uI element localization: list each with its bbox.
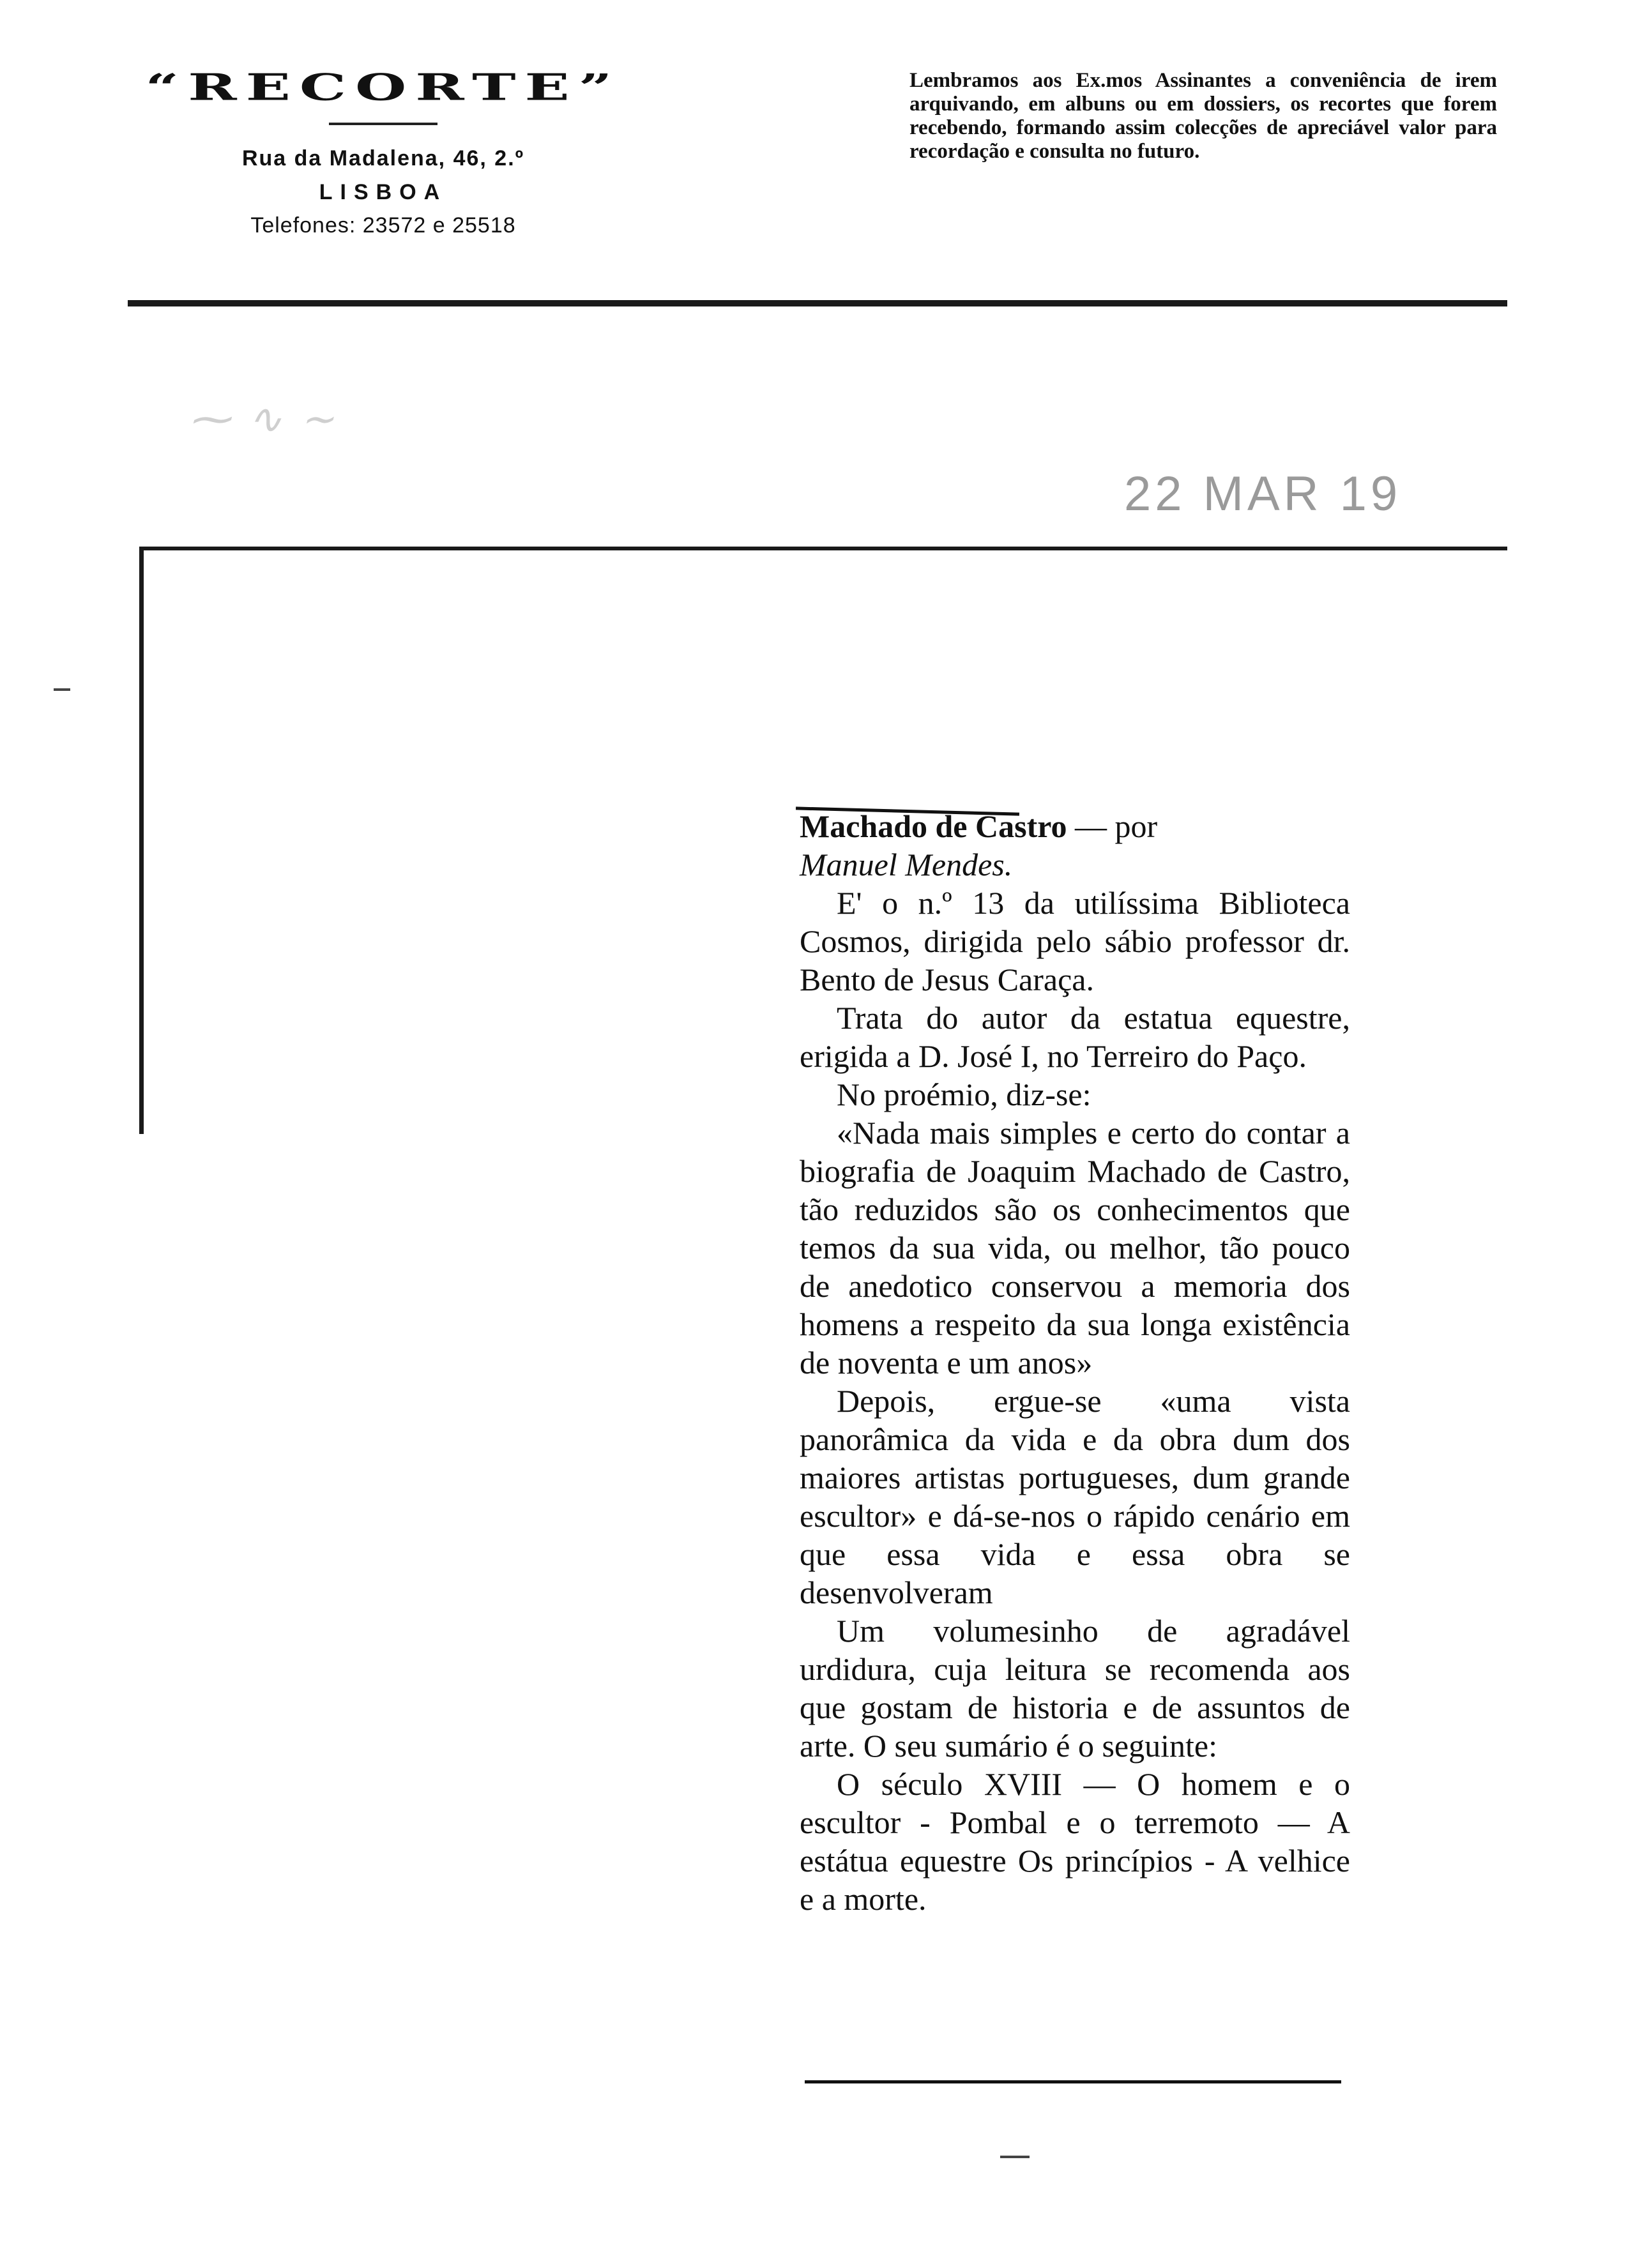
city-line: LISBOA — [319, 180, 448, 204]
brand-divider — [329, 123, 437, 125]
header-rule — [128, 300, 1507, 306]
newspaper-article — [800, 807, 1350, 1918]
article-paragraph: E' o n.º 13 da utilíssima Biblioteca Cosmos, dirigida pelo sábio professor dr. Bento de Jesus Caraça. — [800, 885, 1350, 997]
article-paragraph: Trata do autor da estatua equestre, erigida a D. José I, no Terreiro do Paço. — [800, 1000, 1350, 1074]
article-bottom-rule — [805, 2080, 1341, 2083]
clipping-frame-top — [139, 547, 1507, 550]
article-paragraph: No proémio, diz-se: — [837, 1077, 1091, 1112]
article-author: Manuel Mendes. — [800, 847, 1013, 882]
article-paragraph: Um volumesinho de agradável urdidura, cuja leitura se recomenda aos que gostam de historia e de assuntos de arte. O seu sumário é o seguinte: — [800, 1613, 1350, 1764]
article-heading — [800, 807, 1350, 884]
brand-name: “RECORTE” — [145, 66, 621, 109]
article-paragraph: Depois, ergue-se «uma vista panorâmica da vida e da obra dum dos maiores artistas portugueses, dum grande escultor» e dá-se-nos o rápido cenário em que essa vida e essa obra se desenvolveram — [800, 1383, 1350, 1610]
byline-separator: — por — [1067, 808, 1158, 844]
subscriber-notice: Lembramos aos Ex.mos Assinantes a conveniência de irem arquivando, em albuns ou em dossiers, os recortes que forem recebendo, formando assim colecções de apreciável valor para recordação e consulta no futuro. — [909, 69, 1497, 163]
article-title: Machado de Castro — [800, 808, 1067, 844]
article-summary-paragraph: O século XVIII — O homem e o escultor - Pombal e o terremoto — A estátua equestre Os princípios - A velhice e a morte. — [800, 1766, 1350, 1917]
article-quote-paragraph: «Nada mais simples e certo do contar a biografia de Joaquim Machado de Castro, tão reduzidos são os conhecimentos que temos da sua vida, ou melhor, tão pouco de anedotico conservou a memoria dos homens a respeito da sua longa existência de noventa e um anos» — [800, 1115, 1350, 1380]
clipping-frame-left — [139, 547, 144, 1134]
date-stamp: 22 MAR 19 — [1124, 467, 1402, 521]
address-line: Rua da Madalena, 46, 2.º — [241, 146, 525, 170]
faint-handwritten-mark: ⁓ ∿ ∼ — [189, 397, 338, 442]
bottom-tick — [1000, 2156, 1030, 2158]
margin-tick — [54, 688, 70, 691]
clipping-service-header — [128, 66, 639, 240]
phone-line: Telefones: 23572 e 25518 — [250, 213, 516, 238]
